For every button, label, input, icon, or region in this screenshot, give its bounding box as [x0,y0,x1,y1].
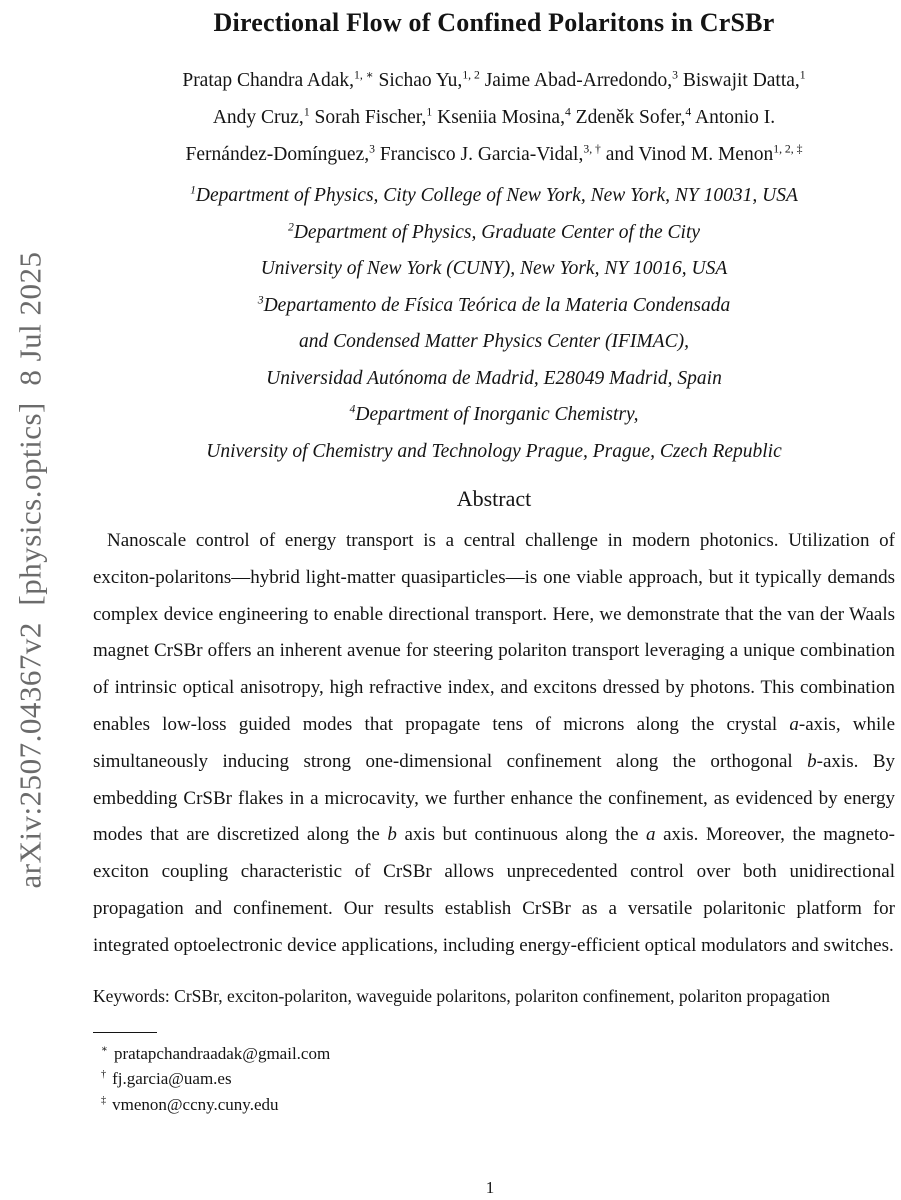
paper-title: Directional Flow of Confined Polaritons in CrSBr [213,8,775,37]
affiliation-line-8: University of Chemistry and Technology Prague, Prague, Czech Republic [206,440,782,462]
footnote-text-3: vmenon@ccny.cuny.edu [112,1094,279,1114]
footnote-block [93,1041,895,1118]
footnote-rule [93,1032,157,1033]
footnote-email-2 [93,1066,895,1092]
footnote-text-2: fj.garcia@uam.es [112,1069,232,1089]
affiliation-line-3: University of New York (CUNY), New York, NY 10016, USA [260,258,728,279]
arxiv-id-text: arXiv:2507.04367v2 [physics.optics] 8 Jul 2025 [13,251,49,889]
affiliation-block [93,178,895,470]
affiliation-line-4: $^3$Departamento de Física Teórica de la Materia Condensada [257,293,731,316]
keywords-line: Keywords: CrSBr, exciton-polariton, waveguide polaritons, polariton confinement, polariton propagation [93,985,831,1006]
footnote-symbol-1: ∗ [101,1043,108,1055]
affiliation-line-1: $^1$Department of Physics, City College of New York, New York, NY 10031, USA [190,183,798,206]
abstract-heading: Abstract [456,486,532,511]
author-line-1: Pratap Chandra Adak,$^{1, ∗}$ Sichao Yu,$^{1, 2}$ Jaime Abad-Arredondo,$^3$ Biswajit Datta,$^1$ [182,68,806,91]
affiliation-line-7: $^4$Department of Inorganic Chemistry, [349,402,639,425]
footnote-symbol-2: † [101,1069,107,1081]
author-line-2: Andy Cruz,$^1$ Sorah Fischer,$^1$ Kseniia Mosina,$^4$ Zdeněk Sofer,$^4$ Antonio I. [212,105,776,128]
affiliation-line-2: $^2$Department of Physics, Graduate Center of the City [287,220,701,243]
footnote-email-3 [93,1092,895,1118]
arxiv-watermark [0,0,62,1140]
affiliation-line-6: Universidad Autónoma de Madrid, E28049 Madrid, Spain [266,367,722,389]
author-line-3: Fernández-Domínguez,$^3$ Francisco J. Garcia-Vidal,$^{3, \dagger}$ and Vinod M. Menon$^{1, 2, \ddagger}$ [185,142,803,165]
footnote-email-1 [93,1041,895,1067]
paper-content [93,0,895,1200]
affiliation-line-5: and Condensed Matter Physics Center (IFIMAC), [299,331,689,352]
footnote-text-1: pratapchandraadak@gmail.com [113,1043,331,1063]
author-block [93,62,895,173]
footnote-symbol-3: ‡ [101,1094,107,1106]
abstract-text: Nanoscale control of energy transport is a central challenge in modern photonics. Utilization of exciton-polaritons—hybrid light-matter quasiparticles—is one viable approach, but it typically demands complex device engineering to enable directional transport. Here, we demonstrate that the van der Waals magnet CrSBr offers an inherent avenue for steering polariton transport leveraging a unique combination of intrinsic optical anisotropy, high refractive index, and excitons dressed by photons. This combination enables low-loss guided modes that propagate tens of microns along the crystal a-axis, while simultaneously inducing strong one-dimensional confinement along the orthogonal b-axis. By embedding CrSBr flakes in a microcavity, we further enhance the confinement, as evidenced by energy modes that are discretized along the b axis but continuous along the a axis. Moreover, the magneto-exciton coupling characteristic of CrSBr allows unprecedented control over both unidirectional propagation and confinement. Our results establish CrSBr as a versatile polaritonic platform for integrated optoelectronic device applications, including energy-efficient optical modulators and switches. [93,530,896,956]
page-number: 1 [485,1178,495,1197]
